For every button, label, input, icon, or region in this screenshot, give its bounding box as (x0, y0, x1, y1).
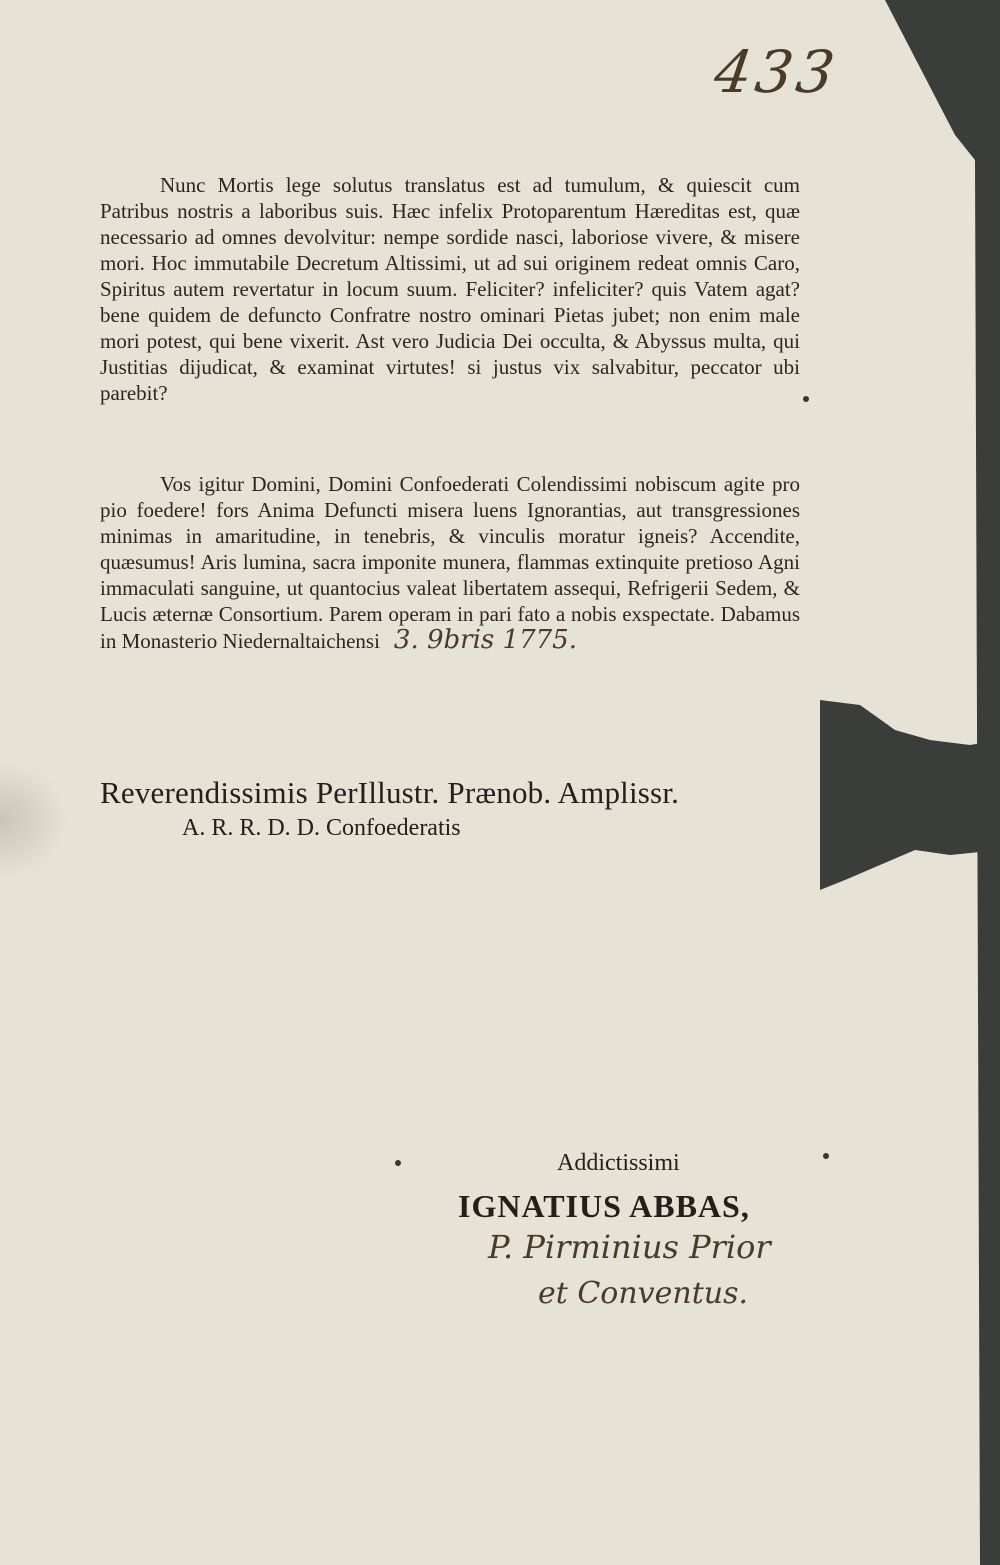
paragraph-2-wrapper (100, 471, 800, 654)
paper-stain (0, 760, 70, 880)
archive-number: 433 (710, 38, 843, 106)
ink-mark (803, 396, 809, 402)
ink-mark (823, 1153, 829, 1159)
handwritten-signature-1: P. Pirminius Prior (488, 1228, 771, 1266)
paragraph-1-text: Nunc Mortis lege solutus translatus est ad tumulum, & quiescit cum Patribus nostris a laboribus suis. Hæc infelix Protoparentum Hæreditas est, quæ necessario ad omnes devolvitur: nempe sordide nasci, laboriose vivere, & misere mori. Hoc immutabile Decretum Altissimi, ut ad sui originem redeat omnis Caro, Spiritus autem revertatur in locum suum. Feliciter? infeliciter? quis Vatem agat? bene quidem de defuncto Confratre nostro ominari Pietas jubet; non enim male mori potest, qui bene vixerit. Ast vero Judicia Dei occulta, & Abyssus multa, qui Justitias dijudicat, & examinat virtutes! si justus vix salvabitur, peccator ubi parebit? (100, 173, 800, 405)
closing-word: Addictissimi (557, 1150, 680, 1176)
paragraph-1 (100, 172, 800, 406)
address-line-2: A. R. R. D. D. Confoederatis (182, 815, 461, 841)
signer-name: IGNATIUS ABBAS, (458, 1188, 750, 1224)
paragraph-2 (100, 471, 800, 654)
paragraph-2-text: Vos igitur Domini, Domini Confoederati Colendissimi nobiscum agite pro pio foedere! fors Anima Defuncti misera luens Ignorantias, aut transgressiones minimas in amaritudine, in tenebris, & vinculis moratur igneis? Accendite, quæsumus! Aris lumina, sacra imponite munera, flammas extinquite pretioso Agni immaculati sanguine, ut quantocius valeat libertatem assequi, Refrigerii Sedem, & Lucis æternæ Consortium. Parem operam in pari fato a nobis exspectate. Dabamus in Monasterio Niedernaltaichensi (100, 472, 800, 653)
handwritten-signature-2: et Conventus. (538, 1276, 749, 1311)
ink-mark (395, 1160, 401, 1166)
handwritten-date: 3. 9bris 1775. (393, 625, 577, 655)
address-line-1: Reverendissimis PerIllustr. Prænob. Amplissr. (100, 775, 680, 810)
